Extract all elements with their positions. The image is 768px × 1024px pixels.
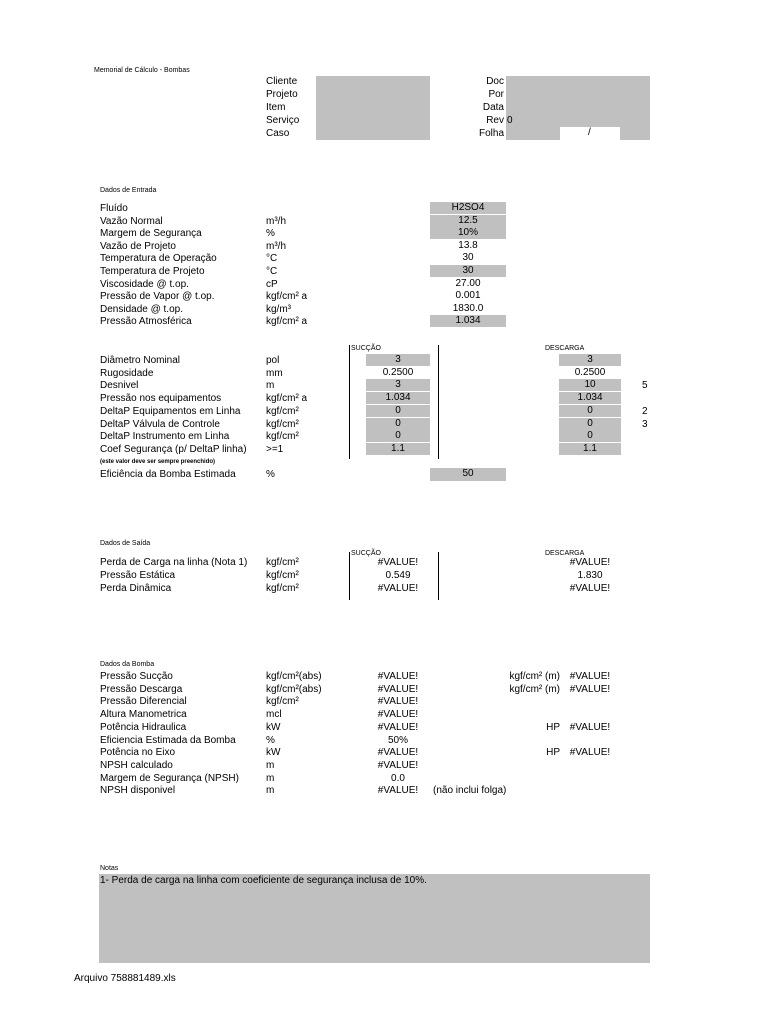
descarga-value[interactable]: 3 (559, 354, 621, 366)
arquivo-name: Arquivo 758881489.xls (74, 973, 176, 984)
bomba-value2: #VALUE! (569, 747, 611, 759)
entrada-unit: % (266, 228, 275, 240)
bomba-label: Pressão Diferencial (100, 696, 187, 708)
entrada-value: 1830.0 (452, 302, 484, 314)
bomba-unit: kW (266, 721, 281, 733)
succao-value[interactable]: 0 (366, 418, 430, 430)
header-left-label: Serviço (266, 115, 300, 126)
succao-value[interactable]: 1.034 (366, 392, 430, 404)
eficiencia-value[interactable]: 50 (430, 468, 506, 481)
descarga-value[interactable]: 0 (559, 418, 621, 430)
tubulacao-label: Coef Segurança (p/ DeltaP linha) (100, 443, 247, 455)
nota-ref: 5 (642, 380, 648, 392)
bomba-value2: #VALUE! (569, 683, 611, 695)
saida-succao-value: #VALUE! (377, 557, 419, 568)
entrada-label: Vazão Normal (100, 215, 163, 227)
succao-value[interactable]: 1.1 (366, 443, 430, 455)
saida-succao-value: 0.549 (385, 570, 411, 581)
nota-ref: 2 (642, 405, 648, 417)
entrada-label: Densidade @ t.op. (100, 303, 183, 315)
bomba-unit: m (266, 772, 275, 784)
bomba-unit: kgf/cm²(abs) (266, 671, 322, 682)
bomba-unit2: kgf/cm² (m) (509, 671, 560, 682)
saida-unit: kgf/cm² (266, 570, 299, 581)
tubulacao-label: DeltaP Válvula de Controle (100, 418, 220, 430)
bomba-unit2: HP (546, 721, 560, 733)
bomba-unit: m (266, 759, 275, 771)
section-saida: Dados de Saída (100, 540, 151, 547)
descarga-value[interactable]: 0 (559, 430, 621, 442)
descarga-value[interactable]: 1.1 (559, 443, 621, 455)
entrada-value[interactable]: 10% (430, 227, 506, 239)
header-right-label: Doc (486, 76, 504, 87)
descarga-value[interactable]: 1.034 (559, 392, 621, 404)
entrada-value: 27.00 (455, 277, 481, 289)
succao-value[interactable]: 3 (366, 379, 430, 391)
entrada-value: 0.001 (455, 290, 481, 302)
succao-value[interactable]: 3 (366, 354, 430, 366)
tubulacao-label: Desnivel (100, 380, 139, 392)
saida-label: Perda Dinâmica (100, 583, 172, 594)
entrada-value: 30 (462, 252, 474, 264)
entrada-unit: kgf/cm² a (266, 291, 308, 303)
bomba-label: NPSH disponivel (100, 785, 176, 797)
entrada-label: Pressão Atmosférica (100, 316, 192, 328)
entrada-unit: kgf/cm² a (266, 316, 308, 328)
descarga-header: DESCARGA (545, 345, 585, 352)
tubulacao-label: Diâmetro Nominal (100, 355, 181, 366)
entrada-label: Temperatura de Projeto (100, 266, 205, 277)
bomba-value: 50% (387, 734, 408, 746)
tubulacao-label: Pressão nos equipamentos (100, 393, 222, 405)
entrada-value[interactable]: 1.034 (430, 315, 506, 327)
succao-value[interactable]: 0 (366, 405, 430, 417)
preenchimento-note: (este valor deve ser sempre preenchido) (100, 459, 216, 465)
tubulacao-unit: mm (266, 367, 283, 379)
succao-divider (349, 345, 350, 459)
bomba-value: #VALUE! (377, 696, 419, 708)
nota-1: 1- Perda de carga na linha com coeficiente de segurança inclusa de 10%. (100, 875, 427, 886)
header-left-label: Cliente (266, 76, 298, 87)
sheet-title: Memorial de Cálculo - Bombas (94, 67, 190, 74)
header-left-label: Caso (266, 128, 290, 139)
tubulacao-label: Rugosidade (100, 367, 154, 379)
bomba-note: (não inclui folga) (433, 785, 507, 797)
descarga-value[interactable]: 10 (559, 379, 621, 391)
saida-label: Pressão Estática (100, 570, 176, 581)
bomba-label: Potência Hidraulica (100, 721, 187, 733)
header-right-label: Por (488, 89, 504, 100)
nota-ref: 3 (642, 418, 648, 430)
entrada-label: Vazão de Projeto (100, 240, 176, 252)
header-right-label: Rev (486, 115, 504, 126)
entrada-value[interactable]: 12.5 (430, 215, 506, 227)
tubulacao-label: DeltaP Equipamentos em Linha (100, 405, 241, 417)
tubulacao-unit: kgf/cm² (266, 431, 299, 443)
entrada-label: Temperatura de Operação (100, 253, 217, 265)
section-notas: Notas (100, 865, 119, 872)
tubulacao-unit: kgf/cm² a (266, 393, 308, 405)
bomba-label: Pressão Sucção (100, 671, 173, 682)
folha-separator: / (588, 127, 591, 138)
entrada-unit: °C (266, 266, 278, 277)
saida-label: Perda de Carga na linha (Nota 1) (100, 557, 248, 568)
saida-center-divider (438, 552, 439, 600)
bomba-unit: kgf/cm² (266, 696, 299, 708)
bomba-label: Margem de Segurança (NPSH) (100, 772, 239, 784)
entrada-unit: cP (266, 278, 278, 290)
succao-value[interactable]: 0 (366, 430, 430, 442)
entrada-value[interactable]: 30 (430, 265, 506, 277)
rev-value: 0 (507, 115, 513, 126)
bomba-value: #VALUE! (377, 785, 419, 797)
tubulacao-label: DeltaP Instrumento em Linha (100, 431, 230, 443)
bomba-unit2: kgf/cm² (m) (509, 683, 560, 695)
bomba-label: Pressão Descarga (100, 683, 183, 695)
entrada-label: Margem de Segurança (100, 228, 202, 240)
bomba-unit: mcl (266, 709, 282, 721)
bomba-unit: m (266, 785, 275, 797)
section-entrada: Dados de Entrada (100, 187, 157, 194)
bomba-value: #VALUE! (377, 683, 419, 695)
tubulacao-unit: kgf/cm² (266, 418, 299, 430)
bomba-value: #VALUE! (377, 759, 419, 771)
entrada-unit: kg/m³ (266, 303, 291, 315)
tubulacao-unit: pol (266, 355, 280, 366)
notas-box[interactable] (99, 874, 650, 963)
bomba-unit: kgf/cm²(abs) (266, 683, 322, 695)
bomba-unit: % (266, 734, 275, 746)
entrada-unit: °C (266, 253, 278, 265)
bomba-label: Eficiencia Estimada da Bomba (100, 734, 236, 746)
saida-unit: kgf/cm² (266, 557, 299, 568)
saida-descarga-header: DESCARGA (545, 550, 585, 557)
bomba-value2: #VALUE! (569, 721, 611, 733)
eficiencia-unit: % (266, 469, 275, 480)
entrada-unit: m³/h (266, 215, 286, 227)
bomba-value: #VALUE! (377, 747, 419, 759)
bomba-value: #VALUE! (377, 709, 419, 721)
header-left-label: Item (266, 102, 286, 113)
eficiencia-label: Eficiência da Bomba Estimada (100, 469, 236, 480)
bomba-value: 0.0 (391, 772, 405, 784)
bomba-label: Potência no Eixo (100, 747, 176, 759)
saida-unit: kgf/cm² (266, 583, 299, 594)
saida-succao-header: SUCÇÃO (351, 550, 381, 557)
bomba-unit2: HP (546, 747, 560, 759)
entrada-unit: m³/h (266, 240, 286, 252)
header-right-label: Folha (478, 128, 504, 139)
header-left-label: Projeto (266, 89, 298, 100)
bomba-unit: kW (266, 747, 281, 759)
entrada-label: Viscosidade @ t.op. (100, 278, 189, 290)
saida-succao-divider (349, 552, 350, 600)
bomba-label: NPSH calculado (100, 759, 173, 771)
section-bomba: Dados da Bomba (100, 661, 155, 668)
saida-descarga-value: 1.830 (577, 570, 603, 581)
saida-descarga-value: #VALUE! (569, 557, 611, 568)
header-right-label: Data (482, 102, 504, 113)
tubulacao-unit: kgf/cm² (266, 405, 299, 417)
bomba-value: #VALUE! (377, 671, 419, 682)
tubulacao-unit: m (266, 380, 275, 392)
saida-succao-value: #VALUE! (377, 583, 419, 594)
entrada-label: Fluído (100, 203, 128, 214)
succao-value: 0.2500 (382, 366, 414, 378)
center-divider (438, 345, 439, 459)
entrada-value: 13.8 (458, 239, 478, 251)
bomba-label: Altura Manometrica (100, 709, 187, 721)
entrada-label: Pressão de Vapor @ t.op. (100, 291, 215, 303)
entrada-value[interactable]: H2SO4 (430, 202, 506, 214)
descarga-value[interactable]: 0 (559, 405, 621, 417)
bomba-value: #VALUE! (377, 721, 419, 733)
succao-header: SUCÇÃO (351, 345, 381, 352)
descarga-value: 0.2500 (574, 366, 606, 378)
tubulacao-unit: >=1 (266, 443, 284, 455)
client-info-cells[interactable] (316, 76, 430, 140)
saida-descarga-value: #VALUE! (569, 583, 611, 594)
bomba-value2: #VALUE! (569, 671, 611, 682)
